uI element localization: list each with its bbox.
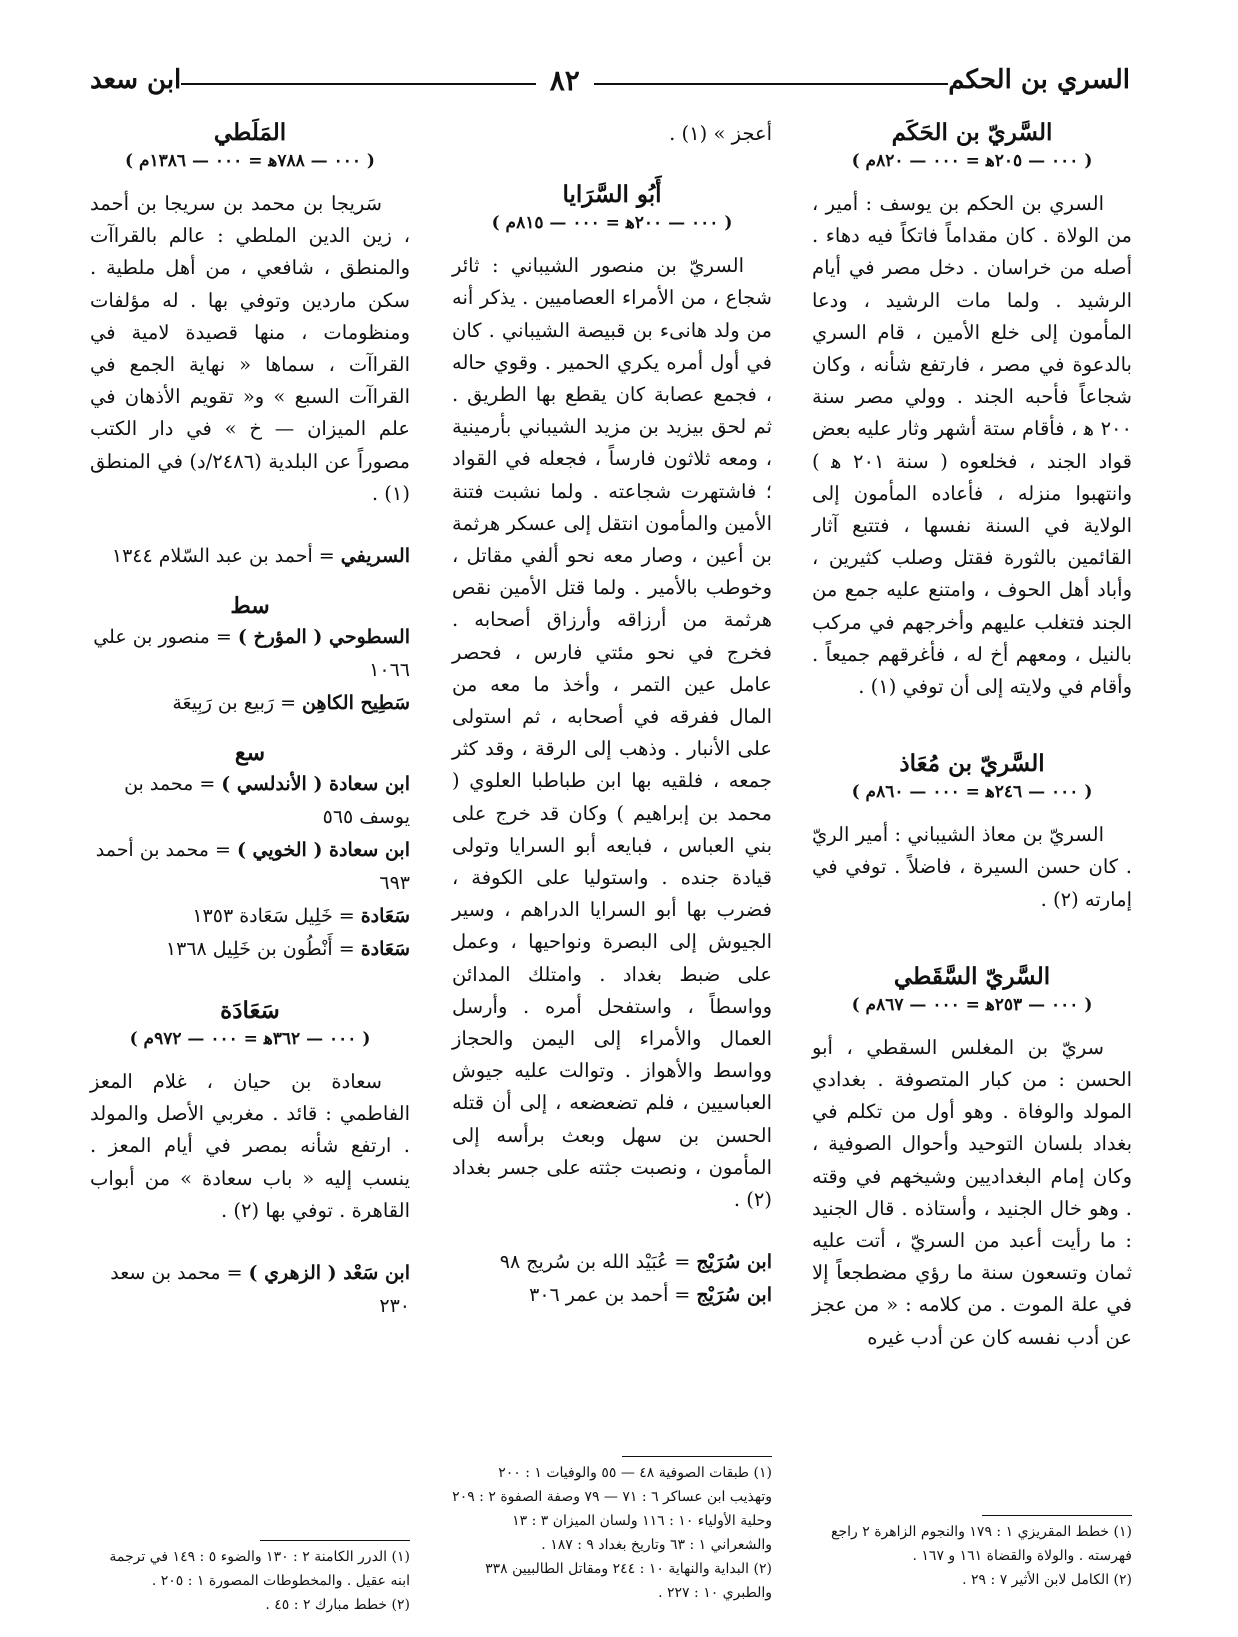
running-title-left: ابن سعد xyxy=(90,65,182,95)
footnote: (١) خطط المقريزي ١ : ١٧٩ والنجوم الزاهرة ٢ راجع فهرسته . والولاة والقضاة ١٦١ و ١٦٧ . xyxy=(831,1524,1132,1564)
ref-name: ابن سَعْد ( الزهري ) xyxy=(248,1262,410,1285)
cross-reference: السطوحي ( المؤرخ ) = منصور بن علي ١٠٦٦ xyxy=(93,626,410,682)
entry-text: السريّ بن منصور الشيباني : ثائر شجاع ، من الأمراء العصاميين . يذكر أنه من ولد هانىء بن قبيصة الشيباني . كان في أول أمره يكري الحمير . وقوي حاله ، فجمع عصابة كان يقطع بها الطريق . ثم لحق بيزيد بن مزيد الشيباني بأرمينية ، ومعه ثلاثون فارساً ، فجعله في القواد ؛ فاشتهرت شجاعته . ولما نشبت فتنة الأمين والمأمون انتقل إلى عسكر هرثمة بن أعين ، وصار معه نحو ألفي مقاتل ، وخوطب بالأمير . ولما قتل الأمين نقص هرثمة من أرزاقه وأرزاق أصحابه . فخرج في نحو مئتي فارس ، فحصر عامل عين التمر ، وأخذ ما معه من المال ففرقه في أصحابه ، ثم استولى على الأنبار . وذهب إلى الرقة ، وقد كثر جمعه ، فلقيه بها ابن طباطبا العلوي ( محمد بن إبراهيم ) وكان قد خرج على بني العباس ، فبايعه أبو السرايا وتولى قيادة جنده . واستوليا على الكوفة ، فضرب بها أبو السرايا الدراهم ، وسير الجيوش إلى البصرة ونواحيها ، وعمل على ضبط بغداد . وامتلك المدائن وواسطاً ، واستفحل أمره . وأرسل العمال والأمراء إلى اليمن والحجاز وواسط والأهواز . وتوالت عليه جيوش العباسيين ، فلم تضعضعه ، إلى أن قتله الحسن بن سهل وبعث برأسه إلى المأمون ، ونصبت جثته على جسر بغداد (٢) . xyxy=(452,254,772,1212)
page-header xyxy=(90,60,1130,100)
footnote: (١) طبقات الصوفية ٤٨ — ٥٥ والوفيات ١ : ٢٠٠ وتهذيب ابن عساكر ٦ : ٧١ — ٧٩ وصفة الصفوة ٢ : ٢٠٩ وحلية الأولياء ١٠ : ١١٦ ولسان الميزان ٣ : ١٣ والشعراني ١ : ٦٣ وتاريخ بغداد ٩ : ١٨٧ . xyxy=(452,1465,772,1553)
footnote: (٢) خطط مبارك ٢ : ٤٥ . xyxy=(265,1597,410,1613)
entry-text: السريّ بن معاذ الشيباني : أمير الريّ . كان حسن السيرة ، فاضلاً . توفي في إمارته (٢) . xyxy=(812,823,1132,911)
section-letters: سع xyxy=(234,740,266,767)
ref-target: محمد بن سعد ٢٣٠ xyxy=(110,1262,410,1318)
section-letters: سط xyxy=(230,593,270,620)
ref-target: أحمد بن عبد السّلام ١٣٤٤ xyxy=(111,545,313,568)
ref-name: سَعَادة xyxy=(360,938,410,961)
entry-dates: ( ٠٠٠ — ٣٦٢ﻫ = ٠٠٠ — ٩٧٢م ) xyxy=(129,1029,371,1050)
entry-text: السري بن الحكم بن يوسف : أمير ، من الولاة . كان مقداماً فاتكاً فيه دهاء . أصله من خراسان . دخل مصر في أيام الرشيد . ولما مات الرشيد ، ودعا المأمون إلى خلع الأمين ، قام السري بالدعوة في مصر ، فارتفع شأنه ، وكان شجاعاً فأحبه الجند . وولي مصر سنة ٢٠٠ ﻫ ، فأقام ستة أشهر وثار عليه بعض قواد الجند ، فخلعوه ( سنة ٢٠١ ﻫ ) وانتهبوا منزله ، فأعاده المأمون إلى الولاية في السنة نفسها ، فتتبع آثار القائمين بالثورة فقتل وصلب كثيرين ، وأباد أهل الحوف ، وامتنع عليه جمع من الجند فتغلب عليهم وأخرجهم في مركب بالنيل ، ومعهم أخ له ، فأغرقهم جميعاً . وأقام في ولايته إلى أن توفي (١) . xyxy=(812,192,1132,699)
ref-name: السريفي xyxy=(340,545,410,568)
ref-target: أحمد بن عمر ٣٠٦ xyxy=(529,1284,669,1307)
entry-title: المَلَطي xyxy=(213,119,287,146)
footnote-rule xyxy=(622,1456,772,1457)
entry-title: السَّريّ بن مُعَاذ xyxy=(899,750,1045,778)
cross-reference: سَطِيح الكاهِن = رَبيع بن رَبِيعَة xyxy=(172,692,410,715)
entry-title: السَّريّ السَّقَطي xyxy=(893,962,1051,990)
footnote-rule xyxy=(982,1515,1132,1516)
cross-reference: ابن سَعْد ( الزهري ) = محمد بن سعد ٢٣٠ xyxy=(110,1262,410,1318)
header-rule xyxy=(181,83,535,85)
ref-target: رَبيع بن رَبِيعَة xyxy=(172,692,275,715)
footnotes-left xyxy=(90,1540,410,1617)
entry-dates: ( ٠٠٠ — ٢٥٣ﻫ = ٠٠٠ — ٨٦٧م ) xyxy=(851,994,1093,1015)
cross-reference: ابن سعادة ( الأندلسي ) = محمد بن يوسف ٥٦٥ xyxy=(124,773,410,829)
ref-name: ابن سعادة ( الأندلسي ) xyxy=(221,773,410,796)
footnote: (٢) البداية والنهاية ١٠ : ٢٤٤ ومقاتل الطالبيين ٣٣٨ والطبري ١٠ : ٢٢٧ . xyxy=(485,1561,772,1601)
entry-text: سعادة بن حيان ، غلام المعز الفاطمي : قائد . مغربي الأصل والمولد . ارتفع شأنه بمصر في أيام المعز . ينسب إليه « باب سعادة » من أبواب القاهرة . توفي بها (٢) . xyxy=(90,1070,410,1222)
entry-title: سَعَادَة xyxy=(220,997,280,1025)
ref-target: عُبَيْد الله بن سُريج ٩٨ xyxy=(499,1251,669,1274)
entry-dates: ( ٠٠٠ — ٢٤٦ﻫ = ٠٠٠ — ٨٦٠م ) xyxy=(851,782,1093,803)
column-middle xyxy=(452,118,772,1312)
ref-name: سَطِيح الكاهِن xyxy=(302,692,410,715)
cross-reference: سَعَادة = أَنْطُون بن خَلِيل ١٣٦٨ xyxy=(165,938,410,961)
cross-reference: السريفي = أحمد بن عبد السّلام ١٣٤٤ xyxy=(111,545,410,568)
entry-text: سَريجا بن محمد بن سريجا بن أحمد ، زين الدين الملطي : عالم بالقراآت والمنطق ، شافعي ، من أهل ملطية . سكن ماردين وتوفي بها . له مؤلفات ومنظومات ، منها قصيدة لامية في القراآت ، سماها « نهاية الجمع في القراآت السبع » و« تقويم الأذهان في علم الميزان — خ » في دار الكتب مصوراً عن البلدية (٢٤٨٦/د) في المنطق (١) . xyxy=(90,192,410,505)
footnote: (٢) الكامل لابن الأثير ٧ : ٢٩ . xyxy=(962,1572,1132,1588)
ref-target: أَنْطُون بن خَلِيل ١٣٦٨ xyxy=(165,938,333,961)
cross-reference: ابن سُرَيْج = عُبَيْد الله بن سُريج ٩٨ xyxy=(499,1251,772,1274)
ref-name: سَعَادة xyxy=(360,905,410,928)
running-title-right: السري بن الحكم xyxy=(948,65,1130,95)
cross-reference: ابن سُرَيْج = أحمد بن عمر ٣٠٦ xyxy=(529,1284,772,1307)
ref-name: ابن سُرَيْج xyxy=(696,1284,772,1307)
cross-reference: ابن سعادة ( الخويي ) = محمد بن أحمد ٦٩٣ xyxy=(95,839,410,895)
ref-name: ابن سعادة ( الخويي ) xyxy=(236,839,410,862)
ref-target: خَلِيل سَعَادة ١٣٥٣ xyxy=(192,905,333,928)
entry-title: السَّريّ بن الحَكَم xyxy=(891,119,1053,146)
ref-target: محمد بن يوسف ٥٦٥ xyxy=(124,773,410,829)
entry-dates: ( ٠٠٠ — ٧٨٨ﻫ = ٠٠٠ — ١٣٨٦م ) xyxy=(125,151,375,171)
entry-text: سريّ بن المغلس السقطي ، أبو الحسن : من كبار المتصوفة . بغدادي المولد والوفاة . وهو أول من تكلم في بغداد بلسان التوحيد وأحوال الصوفية ، وكان إمام البغداديين وشيخهم في وقته . وهو خال الجنيد ، وأستاذه . قال الجنيد : ما رأيت أعبد من السريّ ، أتت عليه ثمان وتسعون سنة ما رؤي مضطجعاً إلا في علة الموت . من كلامه : « من عجز عن أدب نفسه كان عن أدب غيره xyxy=(812,1035,1132,1349)
column-right xyxy=(812,118,1132,1354)
ref-target: منصور بن علي ١٠٦٦ xyxy=(93,626,410,682)
header-rule xyxy=(594,83,948,85)
entry-title: أَبُو السَّرَايا xyxy=(562,181,662,209)
entry-dates: ( ٠٠٠ — ٢٠٥ﻫ = ٠٠٠ — ٨٢٠م ) xyxy=(851,151,1093,171)
ref-name: ابن سُرَيْج xyxy=(696,1251,772,1274)
footnote: (١) الدرر الكامنة ٢ : ١٣٠ والضوء ٥ : ١٤٩ في ترجمة ابنه عقيل . والمخطوطات المصورة ١ : ٢٠٥ . xyxy=(109,1549,410,1589)
cross-reference: سَعَادة = خَلِيل سَعَادة ١٣٥٣ xyxy=(192,905,410,928)
footnotes-middle xyxy=(452,1456,772,1605)
continued-text: أعجز » (١) . xyxy=(669,122,772,145)
page-number: ٨٢ xyxy=(549,63,580,97)
ref-name: السطوحي ( المؤرخ ) xyxy=(237,626,410,649)
entry-dates: ( ٠٠٠ — ٢٠٠ﻫ = ٠٠٠ — ٨١٥م ) xyxy=(491,213,733,234)
footnote-rule xyxy=(260,1540,410,1541)
footnotes-right xyxy=(812,1515,1132,1592)
column-left xyxy=(90,118,410,1323)
ref-target: محمد بن أحمد ٦٩٣ xyxy=(95,839,410,895)
